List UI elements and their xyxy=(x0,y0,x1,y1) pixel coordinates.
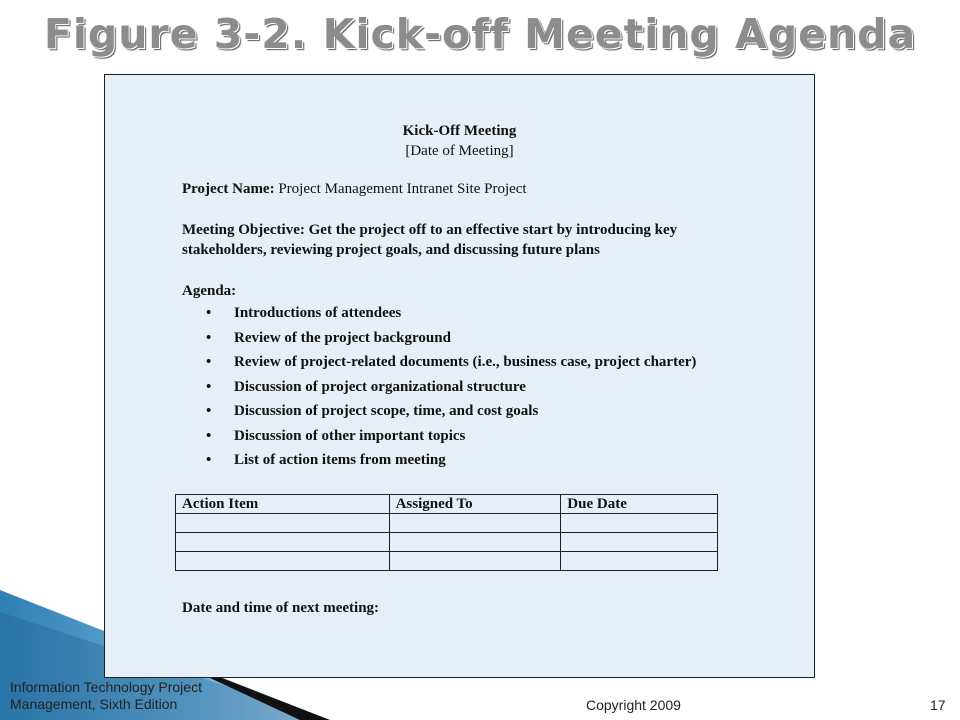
column-header-action-item: Action Item xyxy=(176,495,390,514)
table-cell xyxy=(389,533,561,552)
table-cell xyxy=(176,533,390,552)
agenda-item: • Review of project-related documents (i.e., business case, project charter) xyxy=(206,354,697,370)
table-header-row xyxy=(176,495,718,514)
bullet-icon: • xyxy=(206,305,212,321)
column-header-assigned-to: Assigned To xyxy=(389,495,561,514)
page-number: 17 xyxy=(930,697,946,713)
table-cell xyxy=(561,533,718,552)
project-name-value: Project Management Intranet Site Project xyxy=(278,181,527,197)
agenda-item: • Introductions of attendees xyxy=(206,305,402,321)
agenda-item: • Discussion of project organizational structure xyxy=(206,378,526,395)
objective-label: Meeting Objective: xyxy=(182,222,305,238)
bullet-icon: • xyxy=(206,354,212,370)
agenda-item: • Review of the project background xyxy=(206,329,451,346)
column-header-due-date: Due Date xyxy=(561,495,718,514)
action-items-table xyxy=(175,494,718,571)
table-cell xyxy=(176,552,390,571)
next-meeting-label: Date and time of next meeting: xyxy=(182,600,380,616)
document-heading: Kick-Off Meeting xyxy=(402,123,517,139)
agenda-item: • Discussion of project scope, time, and cost goals xyxy=(206,403,539,419)
agenda-list xyxy=(182,303,696,475)
bullet-icon: • xyxy=(206,378,212,395)
slide-title: Figure 3-2. Kick-off Meeting Agenda xyxy=(43,10,917,58)
bullet-icon: • xyxy=(206,403,212,419)
footer-copyright: Copyright 2009 xyxy=(586,697,681,713)
table-row xyxy=(176,533,718,552)
agenda-label: Agenda: xyxy=(182,283,237,299)
project-name-label: Project Name: xyxy=(182,181,275,197)
table-cell xyxy=(561,552,718,571)
document-header xyxy=(105,121,814,161)
table-cell xyxy=(389,514,561,533)
bullet-icon: • xyxy=(206,329,212,346)
bullet-icon: • xyxy=(206,427,212,444)
project-name-line xyxy=(182,179,772,199)
table-row xyxy=(176,552,718,571)
bullet-icon: • xyxy=(206,452,212,468)
date-placeholder: [Date of Meeting] xyxy=(405,143,514,159)
objective-value: Get the project off to an effective start by introducing key stakeholders, reviewing project goals, and discussing future plans xyxy=(182,222,678,258)
table-row xyxy=(176,514,718,533)
agenda-item: • List of action items from meeting xyxy=(206,452,446,468)
agenda-document xyxy=(104,74,815,678)
meeting-objective xyxy=(182,220,742,260)
table-cell xyxy=(176,514,390,533)
agenda-item: • Discussion of other important topics xyxy=(206,427,466,444)
table-cell xyxy=(389,552,561,571)
footer-book-title: Information Technology Project Management, Sixth Edition xyxy=(10,679,202,712)
table-cell xyxy=(561,514,718,533)
